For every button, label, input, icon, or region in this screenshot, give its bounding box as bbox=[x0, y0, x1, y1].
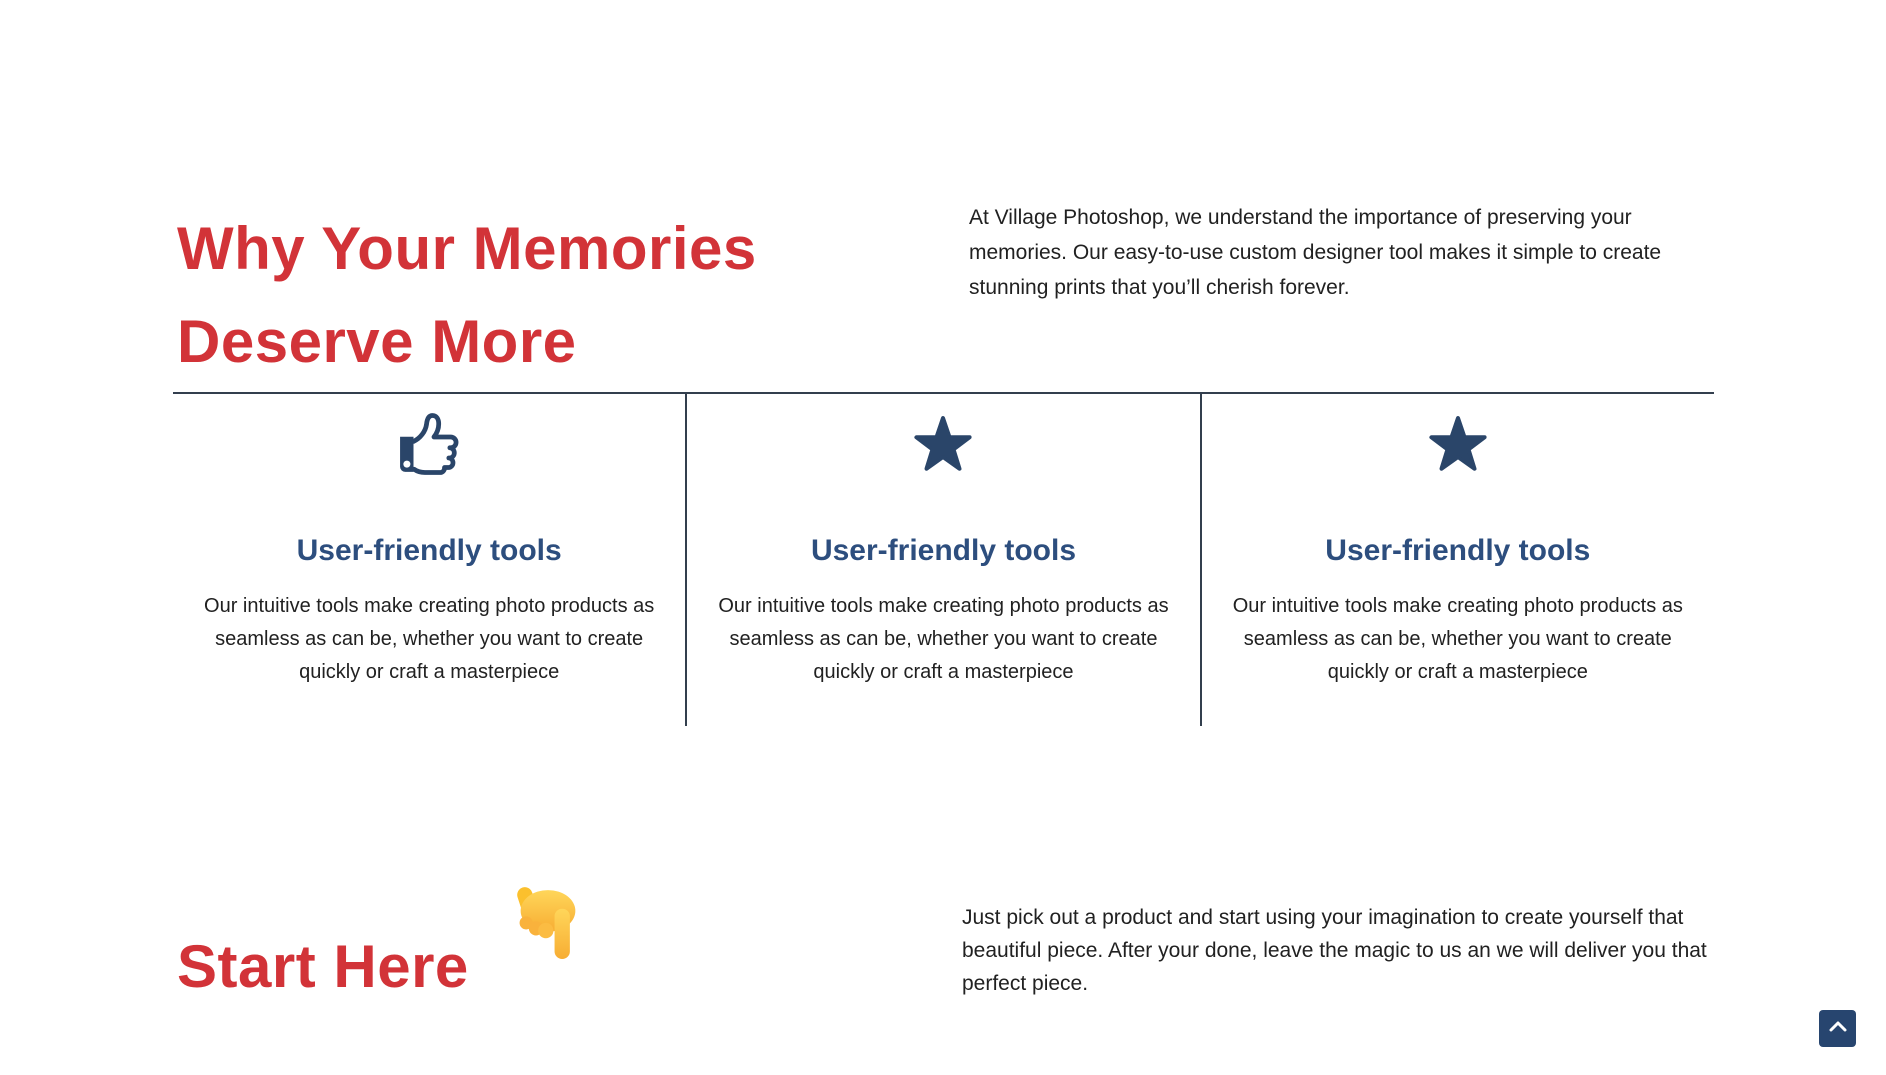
memories-section-heading: Why Your Memories Deserve More bbox=[177, 214, 757, 375]
start-here-paragraph: Just pick out a product and start using your imagination to create yourself that beautiful piece. After your done, leave the magic to us an we will deliver you that perfect piece. bbox=[962, 906, 1707, 995]
chevron-up-icon bbox=[1828, 1019, 1848, 1038]
star-icon bbox=[1202, 412, 1714, 476]
feature-card bbox=[1200, 394, 1714, 726]
feature-description: Our intuitive tools make creating photo products as seamless as can be, whether you want to create quickly or craft a masterpiece bbox=[718, 595, 1169, 683]
start-here-heading: Start Here bbox=[177, 932, 469, 1000]
feature-description: Our intuitive tools make creating photo products as seamless as can be, whether you want to create quickly or craft a masterpiece bbox=[204, 595, 655, 683]
feature-card bbox=[173, 394, 685, 726]
thumbs-up-icon bbox=[173, 412, 685, 476]
star-icon bbox=[687, 412, 1199, 476]
features-section bbox=[173, 392, 1714, 726]
start-here-heading-row bbox=[177, 870, 583, 1063]
feature-title: User-friendly tools bbox=[810, 534, 1077, 567]
pointing-down-emoji-icon bbox=[513, 886, 583, 967]
memories-section-paragraph: At Village Photoshop, we understand the importance of preserving your memories. Our easy-to-use custom designer tool makes it simple to create stunning prints that you’ll cherish forever. bbox=[969, 206, 1662, 299]
feature-description: Our intuitive tools make creating photo products as seamless as can be, whether you want to create quickly or craft a masterpiece bbox=[1232, 595, 1683, 683]
feature-title: User-friendly tools bbox=[1325, 534, 1591, 567]
feature-title: User-friendly tools bbox=[296, 534, 562, 567]
scroll-to-top-button[interactable] bbox=[1819, 1010, 1856, 1047]
feature-card bbox=[685, 394, 1199, 726]
